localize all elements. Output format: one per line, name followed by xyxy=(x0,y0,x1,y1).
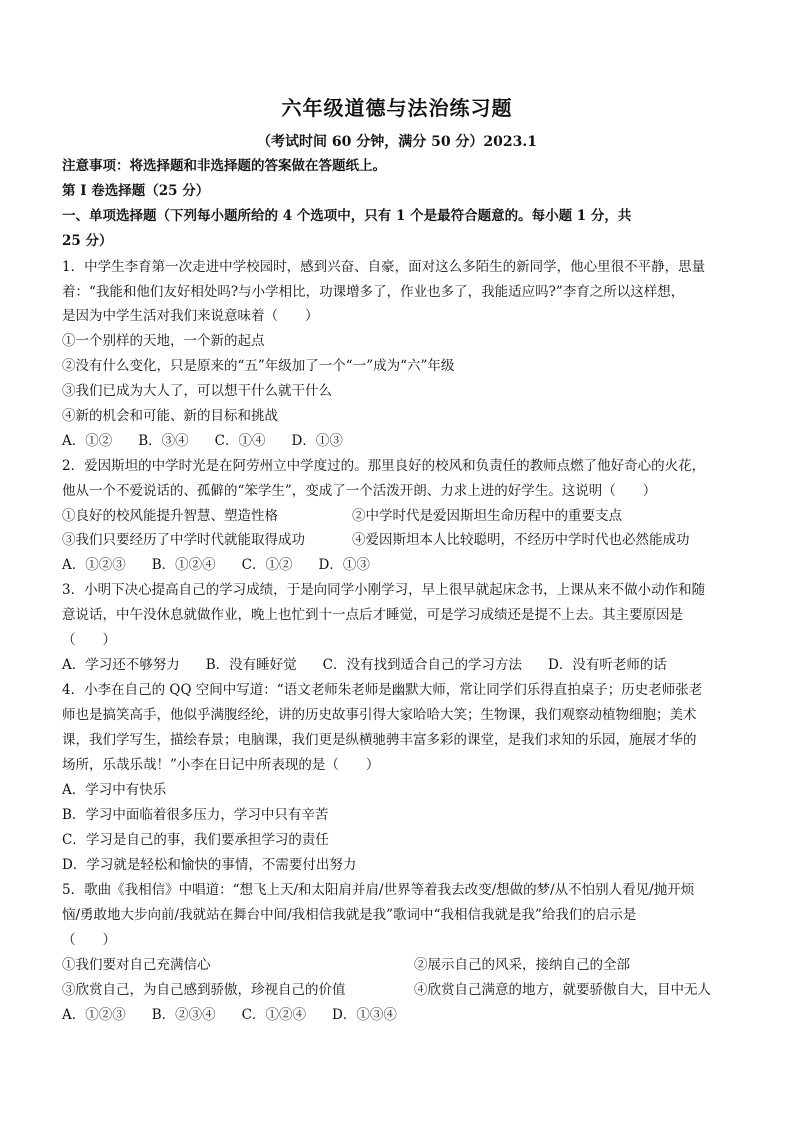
q3-stem-line3: （ ） xyxy=(62,632,116,648)
q1-choice-c: C．①④ xyxy=(214,433,266,449)
q2-choice-d: D．①③ xyxy=(318,557,370,573)
q5-option-4: ④欣赏自己满意的地方，就要骄傲自大，目中无人 xyxy=(414,982,711,998)
notice-text: 注意事项：将选择题和非选择题的答案做在答题纸上。 xyxy=(62,158,386,174)
q2-choice-c: C．①② xyxy=(241,557,293,573)
q4-stem-line2: 师也是搞笑高手，他似乎满腹经纶，讲的历史故事引得大家哈哈大笑；生物课，我们观察动植物细胞；美术 xyxy=(62,707,697,723)
q4-stem-line1: 4．小李在自己的 QQ 空间中写道：“语文老师朱老师是幽默大师，常让同学们乐得直拍桌子；历史老师张老 xyxy=(62,682,703,698)
q2-option-3: ③我们只要经历了中学时代就能取得成功 xyxy=(62,532,305,548)
q2-choice-a: A．①②③ xyxy=(62,557,126,573)
exam-subtitle: （考试时间 60 分钟，满分 50 分）2023.1 xyxy=(256,134,538,150)
q3-choice-d: D．没有听老师的话 xyxy=(548,657,667,673)
q5-stem-line3: （ ） xyxy=(62,932,116,948)
q3-choice-c: C．没有找到适合自己的学习方法 xyxy=(322,657,523,673)
q2-stem-line2: 他从一个不爱说话的、孤僻的“笨学生”，变成了一个活泼开朗、力求上进的好学生。这说明（ ） xyxy=(62,483,657,499)
q5-stem-line2: 恼/勇敢地大步向前/我就站在舞台中间/我相信我就是我”歌词中“我相信我就是我”给我们的启示是 xyxy=(62,907,637,923)
q5-choices xyxy=(62,1004,742,1026)
q2-option-4: ④爱因斯坦本人比较聪明，不经历中学时代也必然能成功 xyxy=(352,532,690,548)
q5-option-row1 xyxy=(62,954,742,976)
q3-choice-b: B．没有睡好觉 xyxy=(205,657,297,673)
q4-stem-line3: 课，我们学写生，描绘春景；电脑课，我们更是纵横驰骋丰富多彩的课堂，是我们求知的乐园，施展才华的 xyxy=(62,732,697,748)
q3-choice-a: A．学习还不够努力 xyxy=(62,657,180,673)
q5-choice-b: B．②③④ xyxy=(151,1007,216,1023)
q5-option-2: ②展示自己的风采，接纳自己的全部 xyxy=(414,957,630,973)
q5-choice-c: C．①②④ xyxy=(241,1007,307,1023)
q1-choice-a: A．①② xyxy=(62,433,113,449)
q2-option-row1 xyxy=(62,505,742,527)
q4-option-d: D．学习就是轻松和愉快的事情，不需要付出努力 xyxy=(62,857,357,873)
q2-option-row2 xyxy=(62,529,742,551)
q1-choice-d: D．①③ xyxy=(291,433,343,449)
q5-choice-a: A．①②③ xyxy=(62,1007,126,1023)
q2-option-2: ②中学时代是爱因斯坦生命历程中的重要支点 xyxy=(352,508,622,524)
q5-stem-line1: 5．歌曲《我相信》中唱道：“想飞上天/和太阳肩并肩/世界等着我去改变/想做的梦/从不怕别人看见/抛开烦 xyxy=(62,882,695,898)
q1-stem-line2: 着：“我能和他们友好相处吗?与小学相比，功课增多了，作业也多了，我能适应吗?”李育之所以这样想， xyxy=(62,284,685,300)
page-title: 六年级道德与法治练习题 xyxy=(281,96,513,120)
q3-stem-line1: 3．小明下决心提高自己的学习成绩，于是向同学小刚学习，早上很早就起床念书，上课从来不做小动作和随 xyxy=(62,582,706,598)
q2-choices xyxy=(62,554,742,576)
q5-option-1: ①我们要对自己充满信心 xyxy=(62,957,211,973)
q5-option-row2 xyxy=(62,979,742,1001)
q2-choice-b: B．①②④ xyxy=(151,557,216,573)
q1-option-2: ②没有什么变化，只是原来的“五”年级加了一个“一”成为“六”年级 xyxy=(62,358,455,374)
q4-stem-line4: 场所，乐哉乐哉！”小李在日记中所表现的是（ ） xyxy=(62,757,380,773)
q1-option-3: ③我们已成为大人了，可以想干什么就干什么 xyxy=(62,383,332,399)
q3-choices xyxy=(62,654,742,676)
q1-option-4: ④新的机会和可能、新的目标和挑战 xyxy=(62,408,278,424)
q1-choices xyxy=(62,430,742,452)
q4-option-a: A．学习中有快乐 xyxy=(62,782,167,798)
q1-stem-line3: 是因为中学生活对我们来说意味着（ ） xyxy=(62,308,319,324)
q2-stem-line1: 2．爱因斯坦的中学时光是在阿劳州立中学度过的。那里良好的校风和负责任的教师点燃了他好奇心的火花， xyxy=(62,458,706,474)
q1-choice-b: B．③④ xyxy=(138,433,189,449)
q3-stem-line2: 意说话，中午没休息就做作业，晚上也忙到十一点后才睡觉，可是学习成绩还是提不上去。其主要原因是 xyxy=(62,607,683,623)
section-heading-line2: 25 分） xyxy=(62,233,113,249)
q2-option-1: ①良好的校风能提升智慧、塑造性格 xyxy=(62,508,278,524)
q5-choice-d: D．①③④ xyxy=(332,1007,397,1023)
q5-option-3: ③欣赏自己，为自己感到骄傲，珍视自己的价值 xyxy=(62,982,346,998)
q4-option-c: C．学习是自己的事，我们要承担学习的责任 xyxy=(62,832,329,848)
part-label: 第 I 卷选择题（25 分） xyxy=(62,183,210,199)
q1-stem-line1: 1．中学生李育第一次走进中学校园时，感到兴奋、自豪，面对这么多陌生的新同学，他心里很不平静，思量 xyxy=(62,259,706,275)
q4-option-b: B．学习中面临着很多压力，学习中只有辛苦 xyxy=(62,807,329,823)
q1-option-1: ①一个别样的天地，一个新的起点 xyxy=(62,333,265,349)
section-heading-line1: 一、单项选择题（下列每小题所给的 4 个选项中，只有 1 个是最符合题意的。每小题 1 分，共 xyxy=(62,208,632,224)
